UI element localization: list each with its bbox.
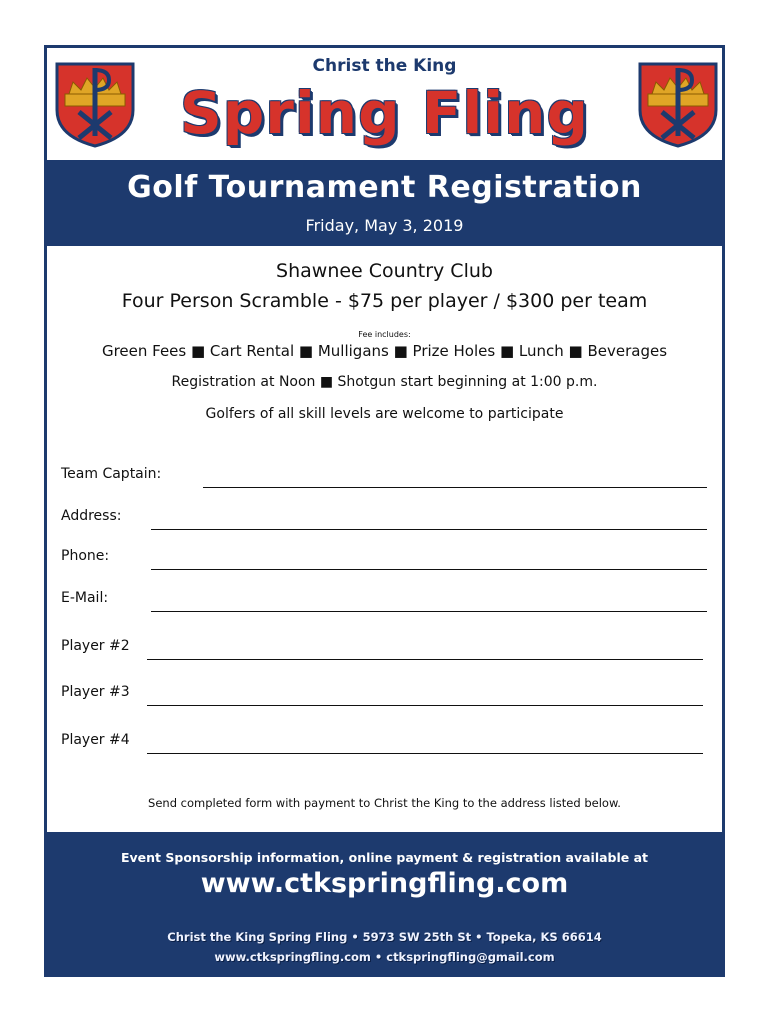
- team-captain-field: [61, 466, 707, 490]
- team-captain-label: Team Captain:: [61, 466, 162, 482]
- contact-info[interactable]: www.ctkspringfling.com • ctkspringfling@gmail.com: [214, 950, 555, 964]
- email-field: [61, 590, 707, 614]
- event-name: Spring Fling: [180, 79, 589, 147]
- footer-banner: [47, 832, 722, 974]
- player3-field: [61, 684, 707, 708]
- schedule: Registration at Noon ■ Shotgun start beginning at 1:00 p.m.: [171, 374, 598, 390]
- player2-input-line[interactable]: [147, 659, 703, 660]
- team-captain-input-line[interactable]: [203, 487, 707, 488]
- chi-rho-crown-shield-icon: [638, 60, 718, 148]
- footer-info: Event Sponsorship information, online payment & registration available at: [120, 850, 649, 865]
- submission-instructions: Send completed form with payment to Christ the King to the address listed below.: [148, 796, 621, 810]
- player2-label: Player #2: [61, 638, 130, 654]
- fee-includes-label: Fee includes:: [358, 330, 411, 339]
- player4-field: [61, 732, 707, 756]
- email-input-line[interactable]: [151, 611, 707, 612]
- phone-input-line[interactable]: [151, 569, 707, 570]
- address-field: [61, 508, 707, 532]
- welcome-note: Golfers of all skill levels are welcome to participate: [205, 406, 564, 422]
- website-url[interactable]: www.ctkspringfling.com: [200, 868, 569, 899]
- player3-input-line[interactable]: [147, 705, 703, 706]
- venue: Shawnee Country Club: [276, 260, 493, 282]
- page-title: Golf Tournament Registration: [127, 170, 642, 205]
- title-banner: [47, 160, 722, 246]
- email-label: E-Mail:: [61, 590, 109, 606]
- event-date: Friday, May 3, 2019: [305, 216, 464, 235]
- phone-field: [61, 548, 707, 572]
- org-name: Christ the King: [312, 56, 457, 76]
- pricing: Four Person Scramble - $75 per player / $300 per team: [121, 290, 648, 312]
- player3-label: Player #3: [61, 684, 130, 700]
- player4-input-line[interactable]: [147, 753, 703, 754]
- flyer-frame: [44, 45, 725, 977]
- mailing-address: Christ the King Spring Fling • 5973 SW 25th St • Topeka, KS 66614: [167, 930, 602, 944]
- player4-label: Player #4: [61, 732, 130, 748]
- flyer-header: [47, 48, 722, 160]
- phone-label: Phone:: [61, 548, 110, 564]
- fee-items: Green Fees ■ Cart Rental ■ Mulligans ■ Prize Holes ■ Lunch ■ Beverages: [101, 342, 668, 360]
- address-label: Address:: [61, 508, 122, 524]
- player2-field: [61, 638, 707, 662]
- address-input-line[interactable]: [151, 529, 707, 530]
